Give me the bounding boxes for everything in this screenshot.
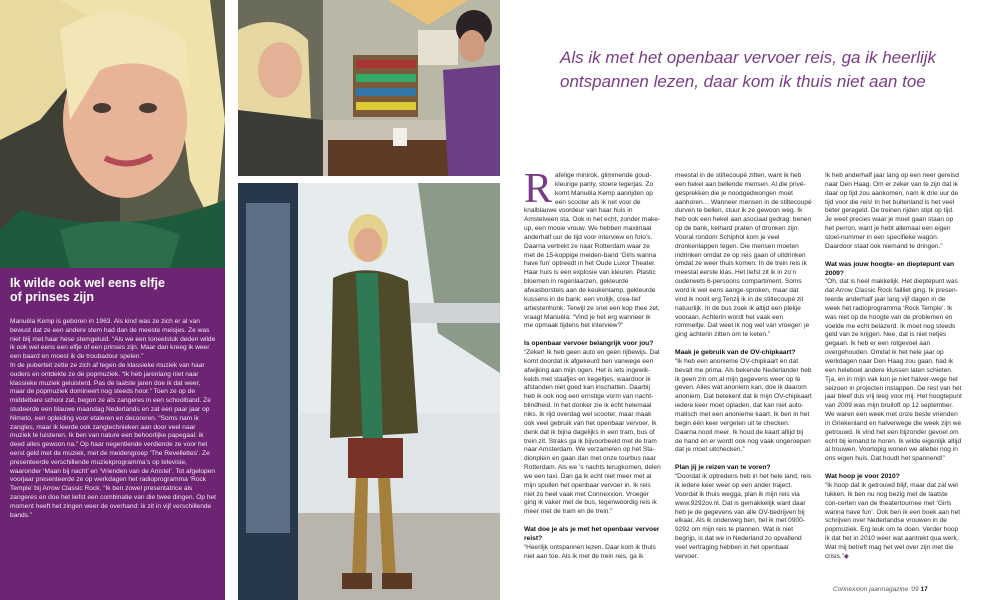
page-footer	[833, 586, 928, 593]
article-column-2	[675, 172, 812, 571]
answer-paragraph: “Ik heb een anonieme OV-chipkaart en dat bevalt me prima. Als bekende Nederlander heb ik geen zin om al mijn gegevens weer op te geven. Alles wat anoniem kan, doe ik daarom anoniem. Dat betekent dat ik mijn OV-chipkaart iedere keer moet opladen, dat kan niet auto-matisch met een anonieme kaart. Ik ben in het begin één keer vergeten uit te checken. Daarna nooit meer. Ik houd de kaart altijd bij de hand en er wordt ook nog vaak ongeroepen dat je moet uitchecken.”	[675, 357, 812, 454]
sidebar-paragraph: In de puberteit zette ze zich af tegen de klassieke muziek van haar ouders en ontdekte ze de popmuziek. “Ik heb jarenlang niet naar klassieke muziek geluisterd. Pas de laatste jaren doe ik dat weer, maar de popmuziek domineert nog steeds hoor.” Toen ze op de middelbare school zat, begon ze als zangeres in een schoolband. Ze studeerde een blauwe maandag Nederlands en zat een paar jaar op Nimeto, een opleiding voor etaleren en decoreren. “Soms nam ik zangles, maar ik leerde ook zangtechnieken aan door veel naar muziek te luisteren. Ik ben van nature een behoorlijke papegaai: ik deed alles gewoon na.” Op haar negentiende verdiende ze voor het eerst geld met de muziek, met de meidengroep ‘The Revellettes’. Ze presenteerde verschillende muziekprogramma’s op televisie, waaronder ‘Maan bij nacht’ en ‘Vrienden van de Amstel’. Tot afgelopen voorjaar presenteerde ze op werkdagen het radioprogramma ‘Rock Temple’ bij Arrow Classic Rock. “Ik ben zowel presentatrice als zangeres en doe het liefst een combinatie van die twee dingen. Op het moment heeft het zingen weer de overhand: ik zit in vijf verschillende bands.”	[10, 361, 217, 519]
question-heading: Plan jij je reizen van te voren?	[675, 464, 771, 472]
question-heading: Wat hoop je voor 2010?	[825, 473, 900, 481]
sidebar-box	[0, 268, 225, 600]
question-heading: Wat was jouw hoogte- en dieptepunt van 2009?	[825, 260, 955, 277]
pull-quote	[560, 46, 970, 94]
sidebar-title-line1: Ik wilde ook wel eens elfje	[10, 276, 165, 290]
bus-stop-photo	[238, 183, 500, 600]
answer-paragraph: “Heerlijk ontspannen lezen. Daar kom ik thuis niet aan toe. Als ik met de trein reis, ga ik	[524, 543, 656, 560]
lead-paragraph	[524, 166, 661, 331]
sidebar-paragraph: Manuëla Kemp is geboren in 1963. Als kind was ze zich er al van bewust dat ze een andere stem had dan de meeste meisjes. Ze was niet blij met haar hese stemgeluid. “Als we een toneelstuk deden wilde ik ook wel eens een elfje of een prinses zijn. Maar dan kreeg ik weer een baard en moest ik de troubadour spelen.”	[10, 318, 216, 361]
closing-text: “Ik hoop dat ik getrouwd blijf, maar dat zal wel lukken. Ik ben nu nog bezig met de laatste con-certen van de theatertournee met ‘Girls wanna have fun’. Ook ben ik een boek aan het schrijven over Nederlandse vrouwen in de popmuziek. Erg leuk om te doen. Verder hoop ik dat het in 2010 weer wat aantrekt qua werk. Wat mij betreft mag het wel over zijn met die crisis.”	[825, 482, 961, 560]
magazine-name: Connexxion jaarmagazine ’09	[833, 586, 919, 593]
page-number: 17	[920, 586, 928, 593]
article-column-1	[524, 166, 661, 571]
pull-quote-line1: Als ik met het openbaar vervoer reis, ga ik heerlijk	[560, 48, 937, 67]
question-heading: Wat doe je als je met het openbaar vervoer reist?	[524, 526, 660, 543]
question-heading: Is openbaar vervoer belangrijk voor jou?	[524, 340, 654, 348]
answer-paragraph	[825, 482, 962, 562]
question-heading: Maak je gebruik van de OV-chipkaart?	[675, 349, 796, 357]
answer-paragraph: meestal in de stiltecoupé zitten, want ik heb een hekel aan bellende mensen. Al die privé-gesprekken die je noodgedwongen moet aanhoren… Wanneer mensen in de stiltecoupé durven te bellen, stuur ik ze gewoon weg. Ik heb ook een hekel aan asociaal gedrag: benen op de bank, keihard praten of dronken zijn. Vooral rondom Schiphol kom je veel dronkenlappen tegen. Die mensen moeten indrinken omdat ze op reis gaan of uitdrinken omdat ze weer thuis komen. In de trein reis ik meestal eerste klas. Het liefst zit ik in zo’n ouderwets 6-persoons compartiment. Soms word ik wel eens aange-sproken, maar dat vind ik nooit erg.Tenzij ik in de stiltecoupé zit natuurlijk. In de bus zoek ik altijd een plekje vooraan. Achterin wordt het vaak een rommeltje. Dat weet ik nog wel van vroeger: je ging achterin zitten om te keten.”	[675, 172, 812, 339]
article-column-3	[825, 172, 962, 571]
pull-quote-line2: ontspannen lezen, daar kom ik thuis niet aan toe	[560, 72, 926, 91]
sidebar-title	[10, 276, 217, 304]
answer-paragraph: “Doordat ik optredens heb in het hele land, reis ik iedere keer weer op een ander traject. Voordat ik thuis wegga, plan ik mijn reis via www.9292ov.nl. Dat is gemakkelijk want daar heb je de gegevens van alle OV-bedrijven bij elkaar. Als ik onderweg ben, bel ik met 0900-9292 om mijn reis te plannen. Wat ik niet begrijp, is dat we in Nederland zo opvallend veel vertraging hebben in het openbaar vervoer.	[675, 473, 812, 560]
sidebar-title-line2: of prinses zijn	[10, 290, 95, 304]
answer-paragraph: “Zeker! Ik heb geen auto en geen rijbewijs. Dat komt doordat ik afgekeurd ben vanwege een afwijking aan mijn ogen. Het is iets ingewik-kelds met staafjes en kegeltjes, waardoor ik afstanden niet goed kan inschatten. Daarbij heb ik ook nog een ernstige vorm van nacht-blindheid. In het donker zie ik echt helemaal niks. Ik rijd overdag wel scooter, maar maak ook veel gebruik van het openbaar vervoer. Ik denk dat ik bijna dagelijks in een tram, bus of trein zit. Straks ga ik bijvoorbeeld met de tram naar Amsterdam. We verzamelen op het Sta-dionplein en gaan dan met onze tourbus naar Rotterdam. Als we ’s nachts terugkomen, delen we een taxi. Dan ga ik echt niet meer met al mijn spullen het openbaar vervoer in. Ik reis niet zo heel vaak met Connexxion. Vroeger ging ik vaker met de bus, tegenwoordig reis ik meer met de tram en de trein.”	[524, 349, 661, 516]
answer-paragraph: “Oh, dat is heel makkelijk. Het dieptepunt was dat Arrow Classic Rock failliet ging. Ik presen-teerde anderhalf jaar lang vijf dagen in de week het radioprogramma ‘Rock Temple’. Ik was niet op de hoogte van de problemen en voelde me echt belazerd. Ik moet nog steeds geld van ze krijgen. Nee, dat is niet netjes gegaan. Ik heb er een rotgevoel aan overgehouden. Omdat ik het hele jaar op werkdagen naar Den Haag zou gaan, had ik een heleboel andere klussen laten schieten. Tja, en in mijn vak kun je niet halver-wege het seizoen in projecten instappen. De rest van het jaar bleef dus vrij leeg voor mij. Het hoogtepunt van 2009 was mijn bruiloft op 12 september. We waren een week met onze beste vrienden in Griekenland en halverwege die week zijn we getrouwd. Ik vind het een bijzonder gevoel om echt bij iemand te horen. Ik wilde eigenlijk altijd al trouwen. Voorlopig wonen we allebei nog in ons eigen huis. Dat houdt het spannend!”	[825, 278, 962, 463]
drop-cap: R	[524, 166, 553, 212]
answer-paragraph: Ik heb anderhalf jaar lang op een neer gereisd naar Den Haag. Om er zeker van te zijn dat ik daar op tijd zou aankomen, nam ik drie uur de tijd voor die reis! In het buitenland is het veel beter geregeld. De treinen rijden stipt op tijd. Je weet precies waar je moet gaan staan op het perron, want je hebt allemaal een eigen stoel-nummer in een specifieke wagon. Daardoor staat ook niemand te dringen.”	[825, 172, 959, 250]
interview-photo	[238, 0, 500, 176]
portrait-photo	[0, 0, 225, 268]
end-mark-icon: ◆	[843, 552, 849, 560]
lead-text: afelige minirok, glimmende goud-kleurige panty, stoere legerjas. Zo komt Manuëla Kemp aanrijden op een scooter als ik net voor de knalblauwe voordeur van haar huis in Amstelveen sta. Ook in het echt, zonder make-up, een mooie vrouw. We hebben maximaal anderhalf uur de tijd voor interview en foto’s. Daarna vertrekt ze naar Rotterdam waar ze met de 15-koppige meiden-band ‘Girls wanna have fun’ optreedt in het Oude Luxor Theater. Haar huis is een explosie van kleuren. Plastic bloemen in regenlaarzen, gekleurde afwasborstels aan de keukenlamp, gekleurde kussens in de bank: een vrolijk, crea-tief artiestenhonk. Terwijl ze snel een kop thee zet, vraagt Manuëla: “Vind je het erg wanneer ik me opmaak tijdens het interview?”	[524, 172, 661, 330]
